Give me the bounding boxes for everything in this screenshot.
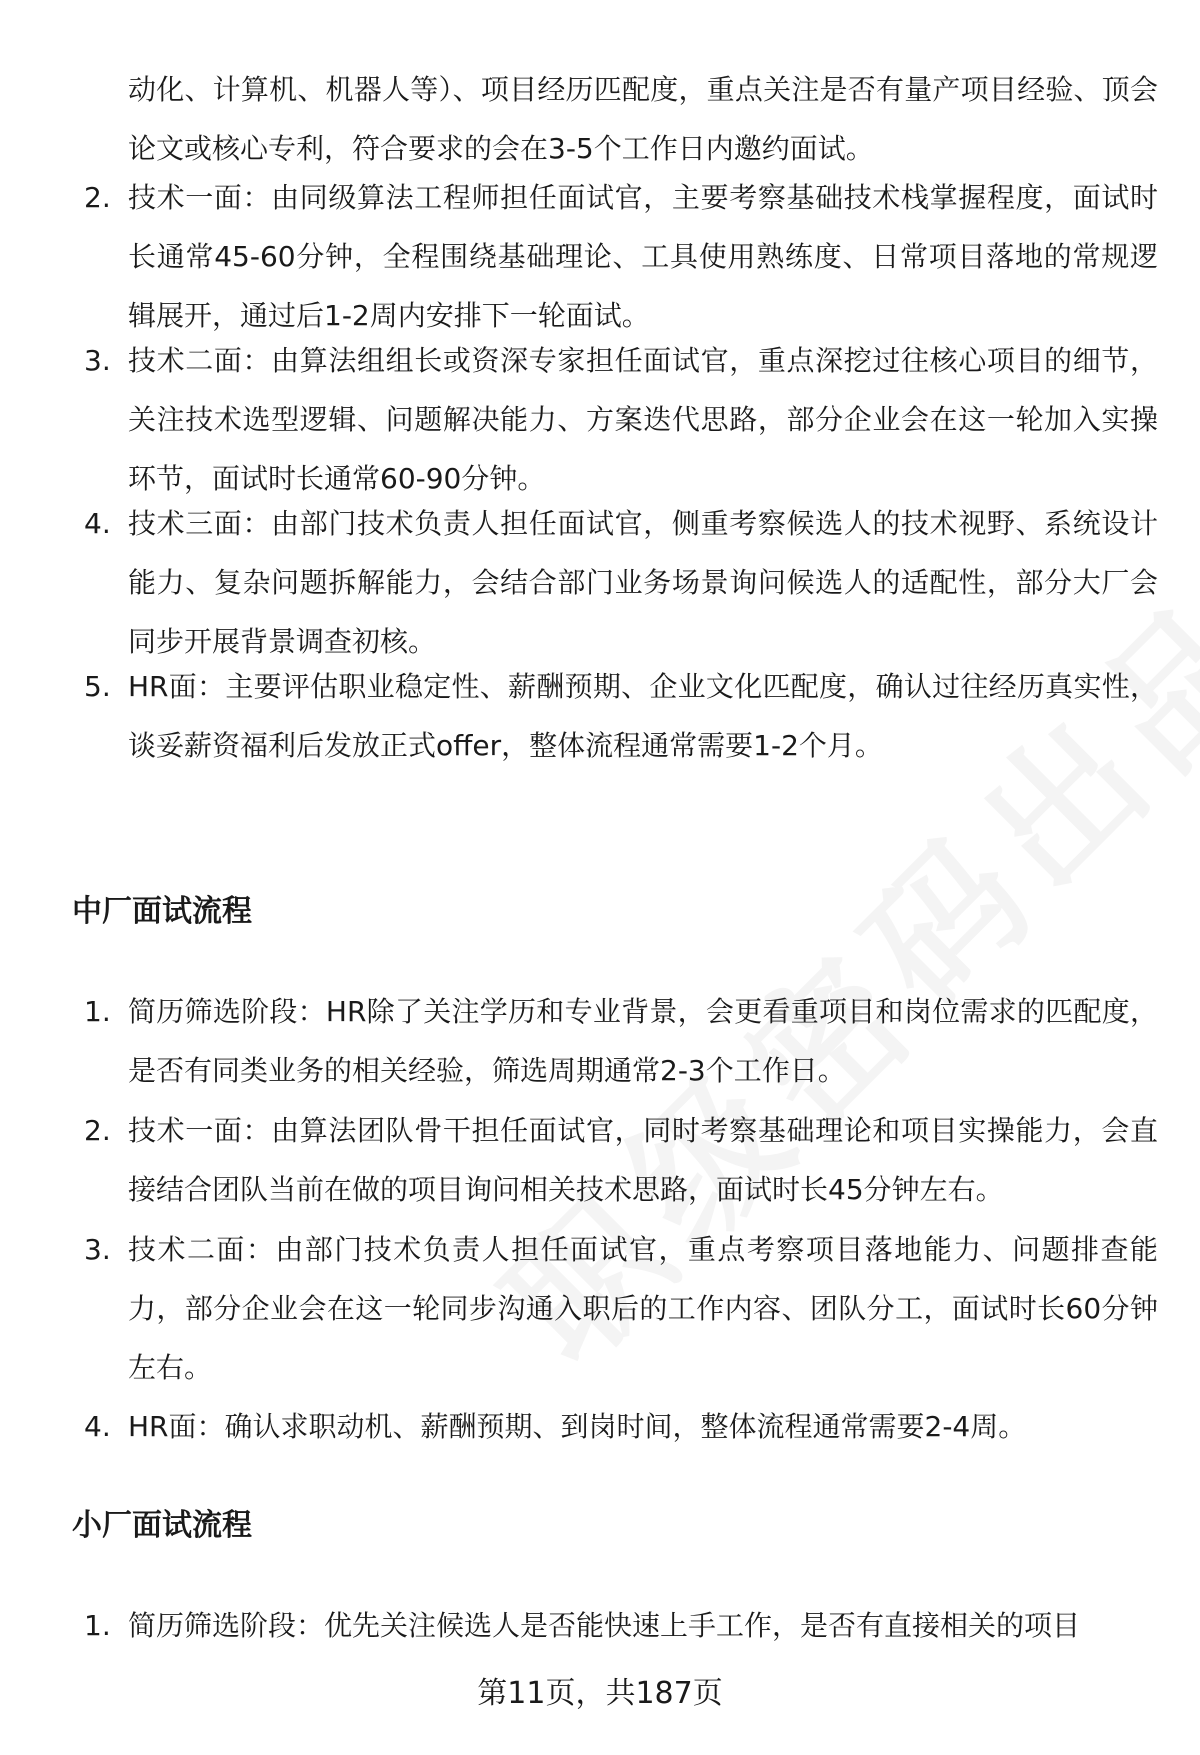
list-item: [0, 1397, 1200, 1456]
list-number: 3.: [84, 344, 111, 377]
list-item: [0, 1220, 1200, 1382]
list-number: 1.: [84, 1609, 111, 1642]
list-text: 技术二面：由算法组组长或资深专家担任面试官，重点深挖过往核心项目的细节，关注技术选型逻辑、问题解决能力、方案迭代思路，部分企业会在这一轮加入实操环节，面试时长通常60-90分钟。: [128, 344, 1158, 495]
list-text: 技术三面：由部门技术负责人担任面试官，侧重考察候选人的技术视野、系统设计能力、复杂问题拆解能力，会结合部门业务场景询问候选人的适配性，部分大厂会同步开展背景调查初核。: [128, 507, 1158, 658]
list-item: [0, 1596, 1200, 1655]
page-footer: 第11页，共187页: [477, 1676, 723, 1711]
list-text: HR面：主要评估职业稳定性、薪酬预期、企业文化匹配度，确认过往经历真实性，谈妥薪资福利后发放正式offer，整体流程通常需要1-2个月。: [128, 670, 1158, 762]
list-text: 技术一面：由算法团队骨干担任面试官，同时考察基础理论和项目实操能力，会直接结合团队当前在做的项目询问相关技术思路，面试时长45分钟左右。: [128, 1114, 1158, 1206]
list-number: 2.: [84, 181, 111, 214]
section-heading-small: 小厂面试流程: [72, 1508, 252, 1543]
list-number: 5.: [84, 670, 111, 703]
list-number: 3.: [84, 1233, 111, 1266]
list-text: 简历筛选阶段：HR除了关注学历和专业背景，会更看重项目和岗位需求的匹配度，是否有同类业务的相关经验，筛选周期通常2-3个工作日。: [128, 995, 1158, 1087]
list-number: 4.: [84, 1410, 111, 1443]
section-heading-mid: 中厂面试流程: [72, 894, 252, 929]
list-item: [0, 657, 1200, 762]
list-text: 技术一面：由同级算法工程师担任面试官，主要考察基础技术栈掌握程度，面试时长通常45-60分钟，全程围绕基础理论、工具使用熟练度、日常项目落地的常规逻辑展开，通过后1-2周内安排下一轮面试。: [128, 181, 1158, 332]
mid-company-list: [0, 982, 1200, 1471]
continuation-paragraph: 动化、计算机、机器人等）、项目经历匹配度，重点关注是否有量产项目经验、顶会论文或核心专利，符合要求的会在3-5个工作日内邀约面试。: [128, 73, 1158, 165]
list-number: 1.: [84, 995, 111, 1028]
list-number: 4.: [84, 507, 111, 540]
list-text: 技术二面：由部门技术负责人担任面试官，重点考察项目落地能力、问题排查能力，部分企业会在这一轮同步沟通入职后的工作内容、团队分工，面试时长60分钟左右。: [128, 1233, 1158, 1384]
list-item: [0, 982, 1200, 1086]
list-item: [0, 494, 1200, 658]
list-number: 2.: [84, 1114, 111, 1147]
list-item: [0, 168, 1200, 332]
list-item: [0, 331, 1200, 495]
list-text: HR面：确认求职动机、薪酬预期、到岗时间，整体流程通常需要2-4周。: [128, 1410, 1027, 1443]
list-item: [0, 1101, 1200, 1205]
small-company-list: [0, 1596, 1200, 1670]
large-company-list: [0, 168, 1200, 772]
list-text: 简历筛选阶段：优先关注候选人是否能快速上手工作，是否有直接相关的项目: [128, 1609, 1081, 1642]
